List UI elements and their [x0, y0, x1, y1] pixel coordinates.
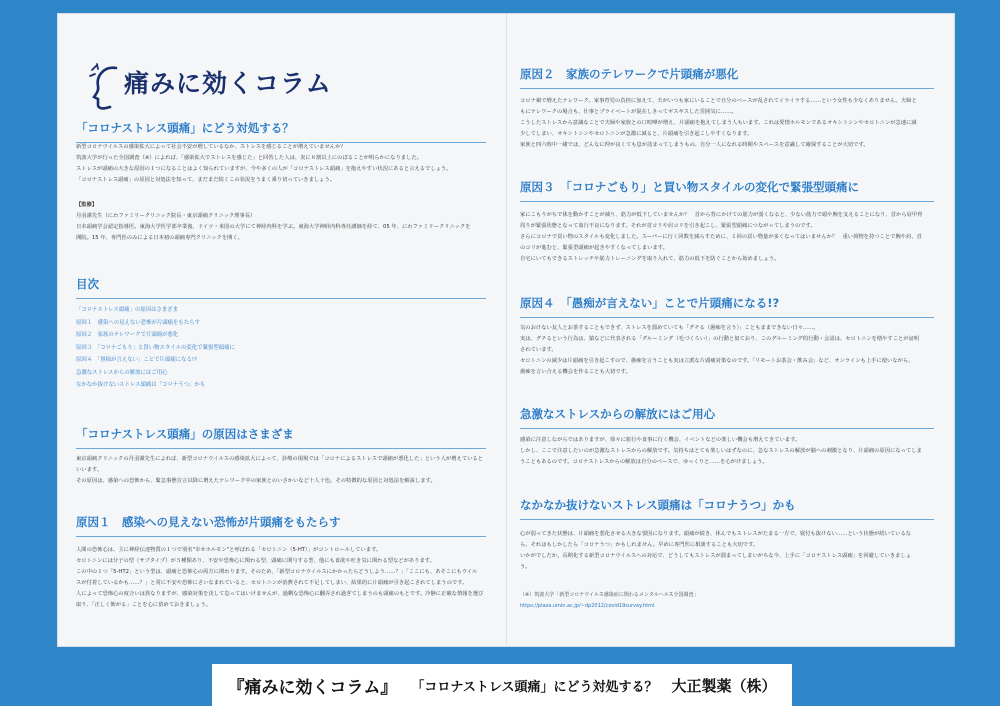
causes-heading: 「コロナストレス頭痛」の原因はさまざま: [76, 426, 486, 449]
intro-paragraph: 新型コロナウイルスの感染拡大によって社会不安が増しているなか、ストレスを感じることが増えていませんか？: [76, 144, 346, 150]
toc-link[interactable]: 急激なストレスからの解放にはご用心: [76, 369, 168, 376]
toc-link[interactable]: 「コロナストレス頭痛」の原因はさまざま: [76, 307, 179, 313]
intro-paragraph: ストレスが頭痛の大きな原因の１つになることはよく知られていますが、今や多くの人が「コロナストレス頭痛」を抱えやすい状況にあると言えるでしょう。: [76, 166, 452, 172]
cause3-paragraph: のコリが進むと、緊張型頭痛が起きやすくなってしまいます。: [520, 245, 668, 251]
release-heading: 急激なストレスからの解放にはご用心: [520, 406, 934, 429]
toc-link[interactable]: 原因１ 感染への見えない恐怖が片頭痛をもたらす: [76, 319, 200, 326]
cause2-paragraph: こうしたストレスから意識なことで夫婦や家族との口喧嘩が増え、片頭痛を抱えてしまう人もいます。これは愛情ホルモンであるオキシトシンやセロトニンが急速に減: [520, 120, 917, 126]
cause4-paragraph: セロトニンの減少は片頭痛を引き起こすので、愚痴を言うことも実は立派な片頭痛対策なのです。「リモートお茶会・飲み会」など、オンラインも上手に使いながら、: [520, 358, 914, 364]
head-pain-logo-icon: [86, 62, 126, 114]
source-note: [520, 590, 699, 612]
depression-paragraph: いかがでしたか。長期化する新型コロナウイルスへの対応で、どうしてもストレスが溜まってしまいがちな今、上手に「コロナストレス頭痛」を回避していきましょ: [520, 553, 912, 559]
causes-paragraph: 東京頭痛クリニックの丹羽潔先生によれば、新型コロナウイルスの感染拡大によって、診療の現場では「コロナによるストレスで頭痛が悪化した」という人が増えていると: [76, 456, 483, 462]
release-text: [520, 435, 934, 468]
cause2-paragraph: コロナ禍で増えたテレワーク。家事育児の負担に加えて、夫がいつも家にいることで自分のペースが乱されてイライラする……という女性も少なくありません。夫婦と: [520, 98, 917, 104]
supervisor-label: 【監修】: [76, 202, 98, 208]
toc-link[interactable]: なかなか抜けないストレス頭痛は「コロナうつ」かも: [76, 382, 206, 388]
cause2-paragraph: 少してしまい、オキシトシンやセロトニンが急激に減ると、片頭痛を引き起こしやすくなります。: [520, 131, 753, 137]
cause3-paragraph: 自宅にいてもできるストレッチや筋力トレーニングを取り入れて、筋力の低下を防ぐことから始めましょう。: [520, 256, 780, 262]
depression-heading: なかなか抜けないストレス頭痛は「コロナうつ」かも: [520, 497, 934, 520]
causes-paragraph: その原因は、感染への恐怖から、緊急事態宣言以降に増えたテレワーク中の家族とのいさかいなど十人十色。その特徴的な原因と対処法を解説します。: [76, 478, 436, 484]
toc-link[interactable]: 原因４ 「愚痴が言えない」ことで片頭痛になる!?: [76, 357, 197, 363]
cause2-text: [520, 96, 934, 151]
release-paragraph: うこともあるのです。コロナストレスからの解放は自分のペースで、ゆっくりと……を心がけましょう。: [520, 459, 768, 465]
intro-paragraph: 「コロナストレス頭痛」の原因と対処法を知って、まだまだ続くこの状況をうまく乗り切っていきましょう。: [76, 177, 336, 183]
source-url-link[interactable]: https://plaza.umin.ac.jp/~dp2012/covid19survey.html: [520, 603, 655, 609]
cause3-paragraph: さらにコロナで買い物のスタイルも変化しました。スーパーに行く回数を減らすために、１回の買い物量が多くなってはいませんか？ 重い荷物を持つことで腕や肩、首: [520, 234, 922, 240]
supervisor-line: 日本頭痛学会認定指導医。東海大学医学部卒業後、ドイツ・米国の大学にて神経内科を学ぶ。東海大学神経内科専任講師を経て、05 年、にわファミリークリニックを: [76, 224, 471, 230]
cause3-paragraph: 周りが緊張状態となって血行不良になります。それが首コリや肩コリを引き起こし、緊張型頭痛につながってしまうのです。: [520, 223, 816, 229]
cause2-paragraph: 家族と四六時中一緒では、どんなに仲が良くても息が詰まってしまうもの。自分一人になれる時間やスペースを意識して確保することが大切です。: [520, 142, 869, 148]
causes-text: [76, 454, 488, 487]
cause4-paragraph: 気のおけない友人とお茶することもできず、ストレスを溜めていても「グチる（愚痴を言う）」こともままできない日々……。: [520, 325, 819, 331]
cause1-paragraph: 人間の恐怖心は、主に神経伝達物質の１つで別名"幸せホルモン"と呼ばれる「セロトニン（5-HT）」がコントロールしています。: [76, 547, 382, 553]
cause1-paragraph: 人によって恐怖心の度合いは異なりますが、感染対策を決して怠ってはいけませんが、過剰な恐怖心に翻弄され過ぎてしまうのも頭痛のもとです。冷静に正確な情報を選び: [76, 591, 484, 597]
supervisor-block: [76, 200, 488, 244]
depression-paragraph: 心が弱ってきた状態は、片頭痛を悪化させる大きな要因になります。頭痛が続き、休んでもストレスがたまる一方で、寝付も抜けない……という状態が続いているな: [520, 531, 912, 537]
toc-link[interactable]: 原因３ 「コロナごもり」と買い物スタイルの変化で緊張型頭痛に: [76, 344, 235, 351]
cause1-paragraph: この中の１つ「5-HT2」という型は、頭痛と恐怖心の両方に関わります。そのため、「新型コロナウイルスにかかったらどうしよう……？」「ここにも、あそこにもウイル: [76, 569, 478, 575]
page-fold: [506, 14, 507, 646]
cause1-paragraph: 取り、「正しく怖がる」ことを心に留めておきましょう。: [76, 602, 212, 608]
document-sheet: [58, 14, 954, 646]
depression-text: [520, 529, 934, 573]
caption-bar: [212, 664, 792, 706]
cause1-text: [76, 545, 488, 611]
depression-paragraph: う。: [520, 564, 531, 570]
caption-title: 『痛みに効くコラム』: [227, 677, 398, 698]
cause1-heading: 原因１ 感染への見えない恐怖が片頭痛をもたらす: [76, 514, 486, 537]
cause2-heading: 原因２ 家族のテレワークで片頭痛が悪化: [520, 66, 934, 89]
intro-paragraph: 筑波大学が行った全国調査（※）によれば、「感染拡大でストレスを感じた」と回答した人は、実に８割以上にのぼることが明らかになりました。: [76, 155, 422, 161]
table-of-contents: [76, 304, 235, 392]
cause4-heading: 原因４ 「愚痴が言えない」ことで片頭痛になる!?: [520, 295, 934, 318]
toc-link[interactable]: 原因２ 家族のテレワークで片頭痛が悪化: [76, 332, 179, 338]
caption-company: 大正製薬（株）: [671, 676, 777, 695]
caption-subtitle: 「コロナストレス頭痛」にどう対処する？: [411, 679, 658, 695]
cause2-paragraph: もにテレワークの場合も、仕事とプライベートが混在しきってギスギスした雰囲気に……。: [520, 109, 737, 115]
intro-heading: 「コロナストレス頭痛」にどう対処する？: [76, 120, 486, 143]
brand-title: 痛みに効くコラム: [124, 69, 332, 98]
depression-paragraph: ら、それはもしかしたら「コロナうつ」かもしれません。早めに専門医に相談することも大切です。: [520, 542, 759, 548]
supervisor-line: 丹羽潔先生（にわファミリークリニック院長・東京頭痛クリニック理事長）: [76, 213, 256, 219]
cause3-heading: 原因３ 「コロナごもり」と買い物スタイルの変化で緊張型頭痛に: [520, 179, 934, 202]
cause4-paragraph: されています。: [520, 347, 557, 353]
toc-heading: 目次: [76, 276, 486, 299]
release-paragraph: 感染に注意しながらではありますが、徐々に旅行や食事に行く機会、イベントなどの楽しい機会も増えてきています。: [520, 437, 801, 443]
cause4-text: [520, 323, 934, 378]
supervisor-line: 開院。15 年、専門医のみによる日本初の頭痛専門クリニックを開く。: [76, 235, 243, 241]
source-citation: （※）筑波大学「新型コロナウイルス感染症に関わるメンタルヘルス全国調査」: [520, 592, 699, 598]
cause3-text: [520, 210, 934, 265]
cause3-paragraph: 家にこもりがちで体を動かすことが減り、筋力が低下していませんか？ 首から背にかけての筋力が弱くなると、少ない筋力で頭や腕を支えることになり、首から肩甲骨: [520, 212, 923, 218]
cause1-paragraph: スが付着しているかも……？」と常に不安や恐怖にさいなまれていると、セロトニンが消費されて不足してしまい、結果的に片頭痛が引き起こされてしまうのです。: [76, 580, 468, 586]
release-paragraph: しかし、ここで注意したいのが急激なストレスからの解放です。気持ちはとても楽しいはずなのに、急なストレスの解放が脳への刺激となり、片頭痛の原因になってしま: [520, 448, 922, 454]
cause1-paragraph: セロトニンには分子の型（サブタイプ）が５種類あり、不安や恐怖心に関わる型、頭痛に関与する型、他にも食欲や吐き気に関わる型などがあります。: [76, 558, 435, 564]
causes-paragraph: いいます。: [76, 467, 103, 473]
intro-text: [76, 142, 488, 186]
cause4-paragraph: 愚痴を言い合える機会を作ることも大切です。: [520, 369, 631, 375]
cause4-paragraph: 実は、グチるという行為は、猿などに代表される「グルーミング（毛づくろい）」の行動と似ており、このグルーミング的行動・会話は、セロトニンを増やすことが証明: [520, 336, 920, 342]
